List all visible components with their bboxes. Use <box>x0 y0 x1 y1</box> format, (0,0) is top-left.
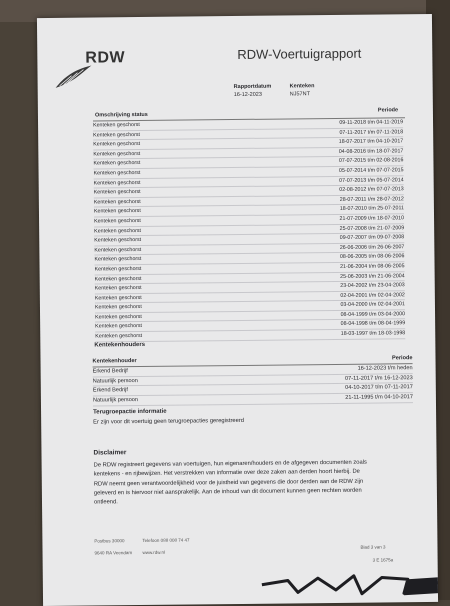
owners-heading: Kentekenhouders <box>94 341 146 349</box>
disclaimer-line: kentekens - en rijbewijzen. Het verstrekken van informatie over deze zaken aan derden hoort hierbij. De <box>93 468 360 478</box>
status-cell-period: 26-06-2006 t/m 26-06-2007 <box>339 243 405 251</box>
status-cell-description: Kenteken geschorst <box>93 122 140 129</box>
status-col-period: Periode <box>377 107 399 114</box>
footer-city: 9640 RA Veendam <box>94 550 133 556</box>
status-cell-period: 07-07-2013 t/m 05-07-2014 <box>339 176 404 184</box>
disclaimer-heading: Disclaimer <box>93 449 127 457</box>
recalls-heading: Terugroepactie informatie <box>93 408 167 416</box>
status-cell-period: 25-07-2008 t/m 21-07-2009 <box>339 224 405 232</box>
status-cell-description: Kenteken geschorst <box>94 256 142 263</box>
status-cell-period: 08-04-1998 t/m 08-04-1999 <box>340 320 406 328</box>
status-cell-period: 05-07-2014 t/m 07-07-2015 <box>339 167 404 174</box>
status-cell-period: 18-07-2010 t/m 25-07-2011 <box>339 205 404 213</box>
status-cell-description: Kenteken geschorst <box>94 237 142 244</box>
plate-value: NJ57NT <box>289 91 310 98</box>
footer-page: Blad 3 van 3 <box>360 544 386 550</box>
status-cell-period: 21-06-2004 t/m 08-06-2005 <box>340 263 405 270</box>
status-cell-description: Kenteken geschorst <box>95 333 143 340</box>
status-cell-period: 21-07-2009 t/m 18-07-2010 <box>339 215 405 222</box>
status-cell-period: 08-04-1999 t/m 03-04-2000 <box>340 311 406 318</box>
status-cell-description: Kenteken geschorst <box>94 304 142 311</box>
status-table <box>93 118 405 342</box>
status-cell-description: Kenteken geschorst <box>93 198 141 206</box>
disclaimer-text <box>94 458 429 508</box>
status-cell-description: Kenteken geschorst <box>94 285 142 292</box>
plate-label: Kenteken <box>289 83 315 90</box>
status-cell-description: Kenteken geschorst <box>93 141 141 148</box>
report-page <box>37 14 438 606</box>
footer-phone: Telefoon 088 008 74 47 <box>142 537 190 544</box>
status-cell-period: 02-04-2001 t/m 02-04-2002 <box>340 291 405 299</box>
status-cell-description: Kenteken geschorst <box>93 131 141 139</box>
status-cell-description: Kenteken geschorst <box>94 265 142 273</box>
owners-col-period: Periode <box>391 355 413 362</box>
status-cell-period: 02-08-2012 t/m 07-07-2013 <box>339 186 404 194</box>
brand-name: RDW <box>85 49 126 67</box>
status-cell-period: 25-06-2003 t/m 21-06-2004 <box>340 272 405 280</box>
status-cell-description: Kenteken geschorst <box>94 275 142 282</box>
owner-cell-holder: Natuurlijk persoon <box>92 397 139 404</box>
status-cell-period: 18-03-1997 t/m 18-03-1998 <box>340 330 406 337</box>
status-cell-period: 18-07-2017 t/m 04-10-2017 <box>338 138 404 146</box>
disclaimer-line: De RDW registreert gegevens van voertuigen, hun eigenaren/houders en de afgegeven documenten zoals <box>93 459 367 469</box>
owners-table <box>92 354 412 406</box>
status-cell-period: 23-04-2002 t/m 23-04-2003 <box>340 282 405 290</box>
status-cell-description: Kenteken geschorst <box>94 227 142 235</box>
status-cell-description: Kenteken geschorst <box>94 217 141 225</box>
status-cell-period: 28-07-2011 t/m 28-07-2012 <box>339 196 404 203</box>
status-cell-description: Kenteken geschorst <box>93 179 141 187</box>
report-date-value: 16-12-2023 <box>233 91 262 99</box>
document-title: RDW-Voertuigrapport <box>237 45 362 62</box>
owner-cell-period: 21-11-1995 t/m 04-10-2017 <box>345 394 413 402</box>
disclaimer-line: ontleend. <box>93 499 118 506</box>
footer-web: www.rdw.nl <box>142 549 166 556</box>
status-cell-description: Kenteken geschorst <box>95 313 142 321</box>
status-cell-description: Kenteken geschorst <box>93 208 141 215</box>
owner-row <box>93 393 413 406</box>
owner-cell-period: 04-10-2017 t/m 07-11-2017 <box>345 384 413 392</box>
status-cell-period: 09-07-2007 t/m 09-07-2008 <box>339 234 405 242</box>
status-cell-description: Kenteken geschorst <box>94 294 142 302</box>
footer-postbus: Postbus 30000 <box>94 538 125 544</box>
status-cell-period: 04-08-2016 t/m 18-07-2017 <box>338 148 404 155</box>
status-cell-period: 09-11-2018 t/m 04-11-2019 <box>339 119 404 126</box>
owner-cell-holder: Erkend Bedrijf <box>92 367 128 375</box>
status-row <box>95 329 405 342</box>
owner-cell-holder: Erkend Bedrijf <box>92 387 129 394</box>
owner-cell-period: 16-12-2023 t/m heden <box>357 364 413 372</box>
status-cell-period: 03-04-2000 t/m 02-04-2001 <box>340 301 405 309</box>
status-cell-description: Kenteken geschorst <box>93 169 141 177</box>
status-col-description: Omschrijving status <box>94 111 148 119</box>
recalls-text: Er zijn voor dit voertuig geen terugroepacties geregistreerd <box>93 417 245 426</box>
status-cell-description: Kenteken geschorst <box>93 189 141 196</box>
status-cell-period: 08-06-2005 t/m 08-06-2006 <box>339 253 405 261</box>
disclaimer-line: RDW neemt geen verantwoordelijkheid voor de juistheid van gegevens die door derden aan de RDW zijn <box>93 478 364 488</box>
status-cell-period: 07-07-2015 t/m 02-08-2016 <box>338 157 404 165</box>
status-cell-description: Kenteken geschorst <box>93 150 141 158</box>
handwritten-marking <box>258 569 438 603</box>
status-cell-description: Kenteken geschorst <box>93 160 141 167</box>
owner-cell-holder: Natuurlijk persoon <box>92 377 138 385</box>
status-cell-description: Kenteken geschorst <box>94 246 142 254</box>
footer-code: 3 E 1675a <box>372 557 394 563</box>
disclaimer-line: geleverd en is hiervoor niet aansprakelijk. Aan de inhoud van dit document kunnen geen rechten worden <box>93 487 362 497</box>
owner-cell-period: 07-11-2017 t/m 16-12-2023 <box>345 374 413 382</box>
report-date-label: Rapportdatum <box>233 83 272 91</box>
owners-rows <box>93 364 413 407</box>
status-cell-period: 07-11-2017 t/m 07-11-2018 <box>339 128 404 136</box>
owners-col-holder: Kentekenhouder <box>92 358 137 365</box>
status-cell-description: Kenteken geschorst <box>95 323 143 330</box>
